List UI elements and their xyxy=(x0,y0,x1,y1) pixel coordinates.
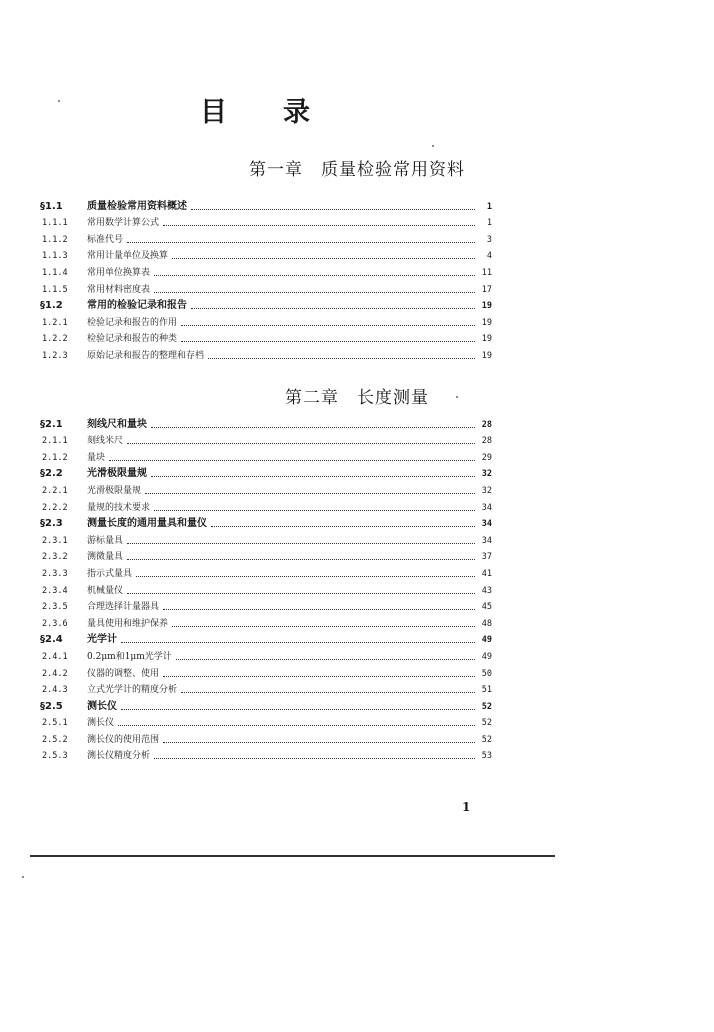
entry-page: 28 xyxy=(481,436,492,447)
toc-item-entry xyxy=(40,663,492,680)
entry-page: 45 xyxy=(481,602,492,613)
toc-section-entry xyxy=(40,630,492,647)
toc-item-entry xyxy=(40,613,492,630)
entry-number: 1.2.2 xyxy=(42,334,68,345)
entry-number: 1.1.1 xyxy=(42,218,68,229)
entry-number: §2.2 xyxy=(40,468,63,480)
toc-section-entry xyxy=(40,196,492,213)
entry-title: 0.2μm和1μm光学计 xyxy=(87,651,172,662)
entry-number: 2.5.3 xyxy=(42,751,68,762)
dot-leader xyxy=(151,427,475,428)
entry-title: 标准代号 xyxy=(87,234,124,245)
toc-list xyxy=(40,196,492,362)
page-number: 1 xyxy=(462,800,471,814)
dot-leader xyxy=(136,576,475,577)
dot-leader xyxy=(121,709,475,710)
entry-number: §1.1 xyxy=(40,200,63,212)
entry-number: 2.3.4 xyxy=(42,585,68,596)
toc-item-entry xyxy=(40,563,492,580)
page-title xyxy=(200,90,310,129)
toc-item-entry xyxy=(40,447,492,464)
entry-page: 37 xyxy=(481,552,492,563)
dot-leader xyxy=(172,626,475,627)
dot-leader xyxy=(154,292,475,293)
entry-title: 测量长度的通用量具和量仪 xyxy=(87,518,207,530)
toc-section-entry xyxy=(40,296,492,313)
entry-number: 2.5.1 xyxy=(42,718,68,729)
entry-title: 光学计 xyxy=(87,634,117,646)
toc-item-entry xyxy=(40,547,492,564)
toc-section-entry xyxy=(40,414,492,431)
toc-item-entry xyxy=(40,213,492,230)
entry-number: 2.2.1 xyxy=(42,485,68,496)
dot-leader xyxy=(154,275,475,276)
entry-page: 1 xyxy=(486,218,492,229)
entry-number: §2.5 xyxy=(40,700,63,712)
entry-title: 刻线尺和量块 xyxy=(87,418,147,430)
toc-item-entry xyxy=(40,746,492,763)
entry-page: 50 xyxy=(481,668,492,679)
toc-item-entry xyxy=(40,229,492,246)
entry-page: 28 xyxy=(481,419,492,430)
entry-number: 1.1.3 xyxy=(42,251,68,262)
entry-number: 1.1.2 xyxy=(42,234,68,245)
entry-number: 2.2.2 xyxy=(42,502,68,513)
entry-page: 19 xyxy=(481,334,492,345)
entry-number: 2.3.5 xyxy=(42,602,68,613)
entry-page: 4 xyxy=(486,251,492,262)
dot-leader xyxy=(181,325,475,326)
entry-number: 2.3.6 xyxy=(42,618,68,629)
entry-title: 合理选择计量器具 xyxy=(87,602,160,613)
toc-item-entry xyxy=(40,279,492,296)
dot-leader xyxy=(109,460,475,461)
entry-number: 2.4.2 xyxy=(42,668,68,679)
toc-item-entry xyxy=(40,262,492,279)
dot-leader xyxy=(163,742,475,743)
entry-title: 仪器的调整、使用 xyxy=(87,668,160,679)
entry-title: 刻线米尺 xyxy=(87,436,124,447)
scan-speck xyxy=(22,876,24,878)
dot-leader xyxy=(121,642,475,643)
entry-page: 34 xyxy=(481,535,492,546)
dot-leader xyxy=(208,358,475,359)
entry-title: 量规的技术要求 xyxy=(87,502,151,513)
entry-number: §2.1 xyxy=(40,418,63,430)
toc-item-entry xyxy=(40,597,492,614)
chapter-title: 长度测量 xyxy=(357,388,429,408)
entry-title: 测长仪精度分析 xyxy=(87,751,151,762)
entry-page: 3 xyxy=(486,234,492,245)
entry-page: 49 xyxy=(481,635,492,646)
entry-number: 2.1.1 xyxy=(42,436,68,447)
toc-item-entry xyxy=(40,312,492,329)
entry-page: 34 xyxy=(481,502,492,513)
entry-page: 17 xyxy=(481,284,492,295)
entry-title: 立式光学计的精度分析 xyxy=(87,685,178,696)
entry-page: 48 xyxy=(481,618,492,629)
entry-number: 1.2.1 xyxy=(42,317,68,328)
toc-section-entry xyxy=(40,464,492,481)
bottom-rule xyxy=(30,855,555,857)
entry-page: 49 xyxy=(481,651,492,662)
toc-item-entry xyxy=(40,713,492,730)
dot-leader xyxy=(145,493,475,494)
toc-section-entry xyxy=(40,696,492,713)
toc-item-entry xyxy=(40,329,492,346)
entry-page: 32 xyxy=(481,469,492,480)
dot-leader xyxy=(172,258,475,259)
dot-leader xyxy=(163,225,475,226)
entry-page: 19 xyxy=(481,350,492,361)
entry-title: 测长仪的使用范围 xyxy=(87,734,160,745)
chapter-heading xyxy=(0,383,714,408)
dot-leader xyxy=(127,443,475,444)
entry-title: 测微量具 xyxy=(87,552,124,563)
toc-item-entry xyxy=(40,345,492,362)
dot-leader xyxy=(154,510,475,511)
entry-page: 43 xyxy=(481,585,492,596)
dot-leader xyxy=(191,308,475,309)
entry-number: 2.5.2 xyxy=(42,734,68,745)
entry-title: 测长仪 xyxy=(87,718,115,729)
entry-title: 机械量仪 xyxy=(87,585,124,596)
toc-item-entry xyxy=(40,480,492,497)
entry-title: 光滑极限量规 xyxy=(87,485,142,496)
toc-list xyxy=(40,414,492,762)
entry-title: 光滑极限量规 xyxy=(87,468,147,480)
entry-title: 量块 xyxy=(87,452,106,463)
entry-number: 2.3.1 xyxy=(42,535,68,546)
chapter-label: 第一章 xyxy=(249,160,303,180)
title-char: 录 xyxy=(283,97,310,128)
entry-title: 常用材料密度表 xyxy=(87,284,151,295)
entry-number: §1.2 xyxy=(40,300,63,312)
entry-title: 量具使用和维护保养 xyxy=(87,618,169,629)
entry-number: 2.1.2 xyxy=(42,452,68,463)
entry-title: 原始记录和报告的整理和存档 xyxy=(87,350,205,361)
toc-section-entry xyxy=(40,514,492,531)
entry-title: 检验记录和报告的作用 xyxy=(87,317,178,328)
chapter-title: 质量检验常用资料 xyxy=(321,160,465,180)
entry-page: 19 xyxy=(481,301,492,312)
entry-page: 1 xyxy=(486,201,492,212)
dot-leader xyxy=(118,725,475,726)
toc-item-entry xyxy=(40,246,492,263)
toc-item-entry xyxy=(40,530,492,547)
toc-item-entry xyxy=(40,580,492,597)
entry-title: 指示式量具 xyxy=(87,568,133,579)
dot-leader xyxy=(211,526,475,527)
dot-leader xyxy=(163,609,475,610)
dot-leader xyxy=(127,593,475,594)
dot-leader xyxy=(191,209,475,210)
entry-number: 2.4.3 xyxy=(42,685,68,696)
dot-leader xyxy=(127,543,475,544)
dot-leader xyxy=(181,341,475,342)
toc-item-entry xyxy=(40,680,492,697)
scan-speck xyxy=(456,396,458,398)
entry-title: 测长仪 xyxy=(87,700,117,712)
entry-number: 1.2.3 xyxy=(42,350,68,361)
entry-number: 1.1.5 xyxy=(42,284,68,295)
dot-leader xyxy=(163,676,475,677)
dot-leader xyxy=(127,242,475,243)
entry-number: 1.1.4 xyxy=(42,267,68,278)
entry-page: 29 xyxy=(481,452,492,463)
entry-title: 质量检验常用资料概述 xyxy=(87,200,187,212)
toc-item-entry xyxy=(40,729,492,746)
dot-leader xyxy=(176,659,475,660)
dot-leader xyxy=(151,476,475,477)
toc-item-entry xyxy=(40,431,492,448)
entry-title: 常用单位换算表 xyxy=(87,267,151,278)
entry-number: 2.3.3 xyxy=(42,568,68,579)
title-char: 目 xyxy=(200,97,227,128)
entry-title: 游标量具 xyxy=(87,535,124,546)
entry-page: 41 xyxy=(481,568,492,579)
entry-title: 检验记录和报告的种类 xyxy=(87,334,178,345)
scan-speck xyxy=(432,145,434,147)
entry-page: 34 xyxy=(481,519,492,530)
entry-page: 53 xyxy=(481,751,492,762)
entry-number: §2.4 xyxy=(40,634,63,646)
entry-number: §2.3 xyxy=(40,518,63,530)
entry-page: 19 xyxy=(481,317,492,328)
entry-page: 52 xyxy=(481,718,492,729)
entry-number: 2.4.1 xyxy=(42,651,68,662)
entry-page: 52 xyxy=(481,701,492,712)
toc-item-entry xyxy=(40,646,492,663)
entry-page: 11 xyxy=(481,267,492,278)
entry-title: 常用数学计算公式 xyxy=(87,218,160,229)
entry-page: 32 xyxy=(481,485,492,496)
dot-leader xyxy=(154,758,475,759)
entry-page: 51 xyxy=(481,685,492,696)
scan-speck xyxy=(58,100,60,102)
chapter-heading xyxy=(0,155,714,180)
dot-leader xyxy=(181,692,475,693)
entry-number: 2.3.2 xyxy=(42,552,68,563)
chapter-label: 第二章 xyxy=(285,388,339,408)
entry-title: 常用的检验记录和报告 xyxy=(87,300,187,312)
entry-title: 常用计量单位及换算 xyxy=(87,251,169,262)
toc-item-entry xyxy=(40,497,492,514)
dot-leader xyxy=(127,559,475,560)
entry-page: 52 xyxy=(481,734,492,745)
